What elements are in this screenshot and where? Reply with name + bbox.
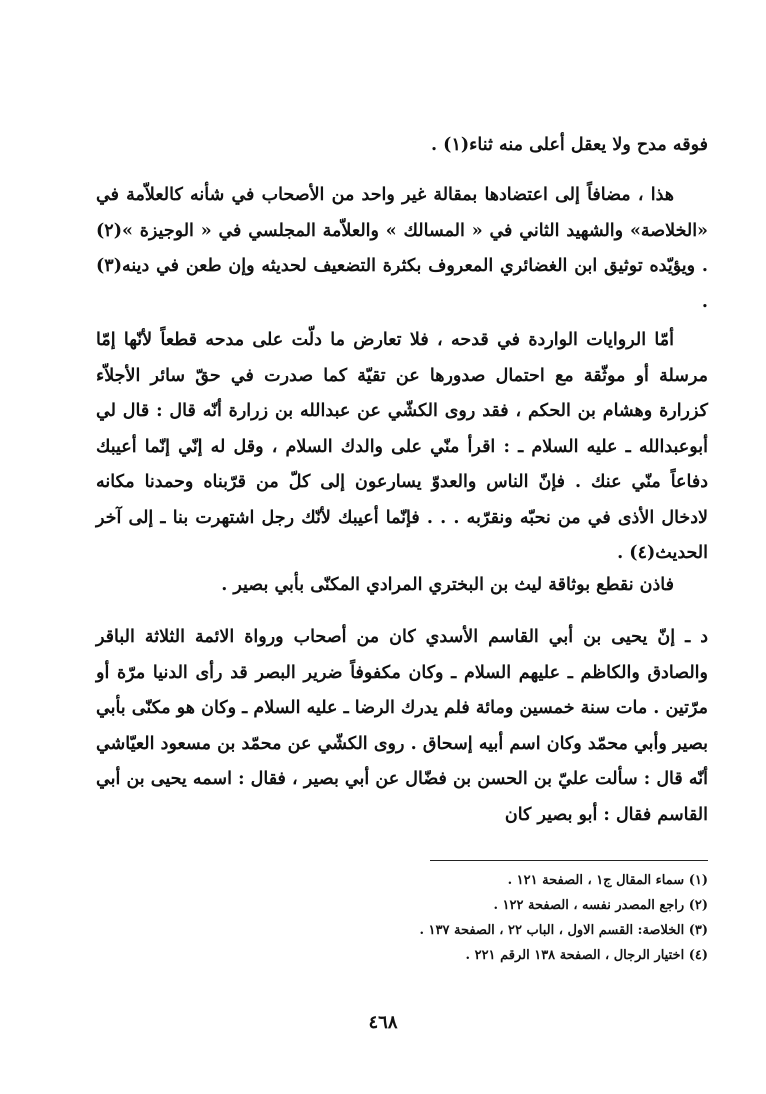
footnote-separator bbox=[430, 860, 708, 861]
footnote-item: (٤) اختيار الرجال ، الصفحة ١٣٨ الرقم ٢٢١ . bbox=[465, 948, 708, 963]
footnotes bbox=[300, 868, 708, 968]
paragraph-narrations bbox=[96, 323, 708, 572]
footnote-item: (٣) الخلاصة: القسم الاول ، الباب ٢٢ ، الصفحة ١٣٧ . bbox=[419, 923, 708, 938]
footnote-item: (٢) راجع المصدر نفسه ، الصفحة ١٢٢ . bbox=[493, 898, 708, 913]
paragraph-text: فوقه مدح ولا يعقل أعلى منه ثناء(١) . bbox=[430, 135, 708, 155]
paragraph-text: هذا ، مضافاً إلى اعتضادها بمقالة غير واحد من الأصحاب في شأنه كالعلاّمة في «الخلاصة» والشهيد الثاني في « المسالك » والعلاّمة المجلسي في « الوجيزة »(٢) . ويؤيّده توثيق ابن الغضائري المعروف بكثرة التضعيف لحديثه وإن طعن في دينه(٣) . bbox=[96, 185, 708, 312]
page-number: ٤٦٨ bbox=[368, 1012, 398, 1033]
footnote-item: (١) سماء المقال ج١ ، الصفحة ١٢١ . bbox=[507, 873, 708, 888]
paragraph-text: فاذن نقطع بوثاقة ليث بن البختري المرادي المكنّى بأبي بصير . bbox=[221, 575, 674, 595]
paragraph-conclusion bbox=[96, 568, 708, 604]
paragraph-endorsements bbox=[96, 178, 708, 320]
paragraph-text: د ـ إنّ يحيى بن أبي القاسم الأسدي كان من أصحاب ورواة الائمة الثلاثة الباقر والصادق والكاظم ـ عليهم السلام ـ وكان مكفوفاً ضرير البصر قد رأى الدنيا مرّة أو مرّتين . مات سنة خمسين ومائة فلم يدرك الرضا ـ عليه السلام ـ وكان هو مكنّى بأبي بصير وأبي محمّد وكان اسم أبيه إسحاق . روى الكشّي عن محمّد بن مسعود العيّاشي أنّه قال : سألت عليّ بن الحسن بن فضّال عن أبي بصير ، فقال : اسمه يحيى بن أبي القاسم فقال : أبو بصير كان bbox=[96, 627, 708, 825]
paragraph-text: أمّا الروايات الواردة في قدحه ، فلا تعارض ما دلّت على مدحه قطعاً لأنّها إمّا مرسلة أو موثّقة مع احتمال صدورها عن تقيّة كما صدرت في حقّ سائر الأجلاّء كزرارة وهشام بن الحكم ، فقد روى الكشّي عن عبدالله بن زرارة أنّه قال : قال لي أبوعبدالله ـ عليه السلام ـ : اقرأ منّي على والدك السلام ، وقل له إنّي إنّما أعيبك دفاعاً منّي عنك . فإنّ الناس والعدوّ يسارعون إلى كلّ من قرّبناه وحمدنا مكانه لادخال الأذى في من نحبّه ونقرّبه . . . فإنّما أعيبك لأنّك رجل اشتهرت بنا ـ إلى آخر الحديث(٤) . bbox=[96, 330, 708, 563]
paragraph-continuation bbox=[96, 128, 708, 164]
paragraph-section-d bbox=[96, 620, 708, 833]
